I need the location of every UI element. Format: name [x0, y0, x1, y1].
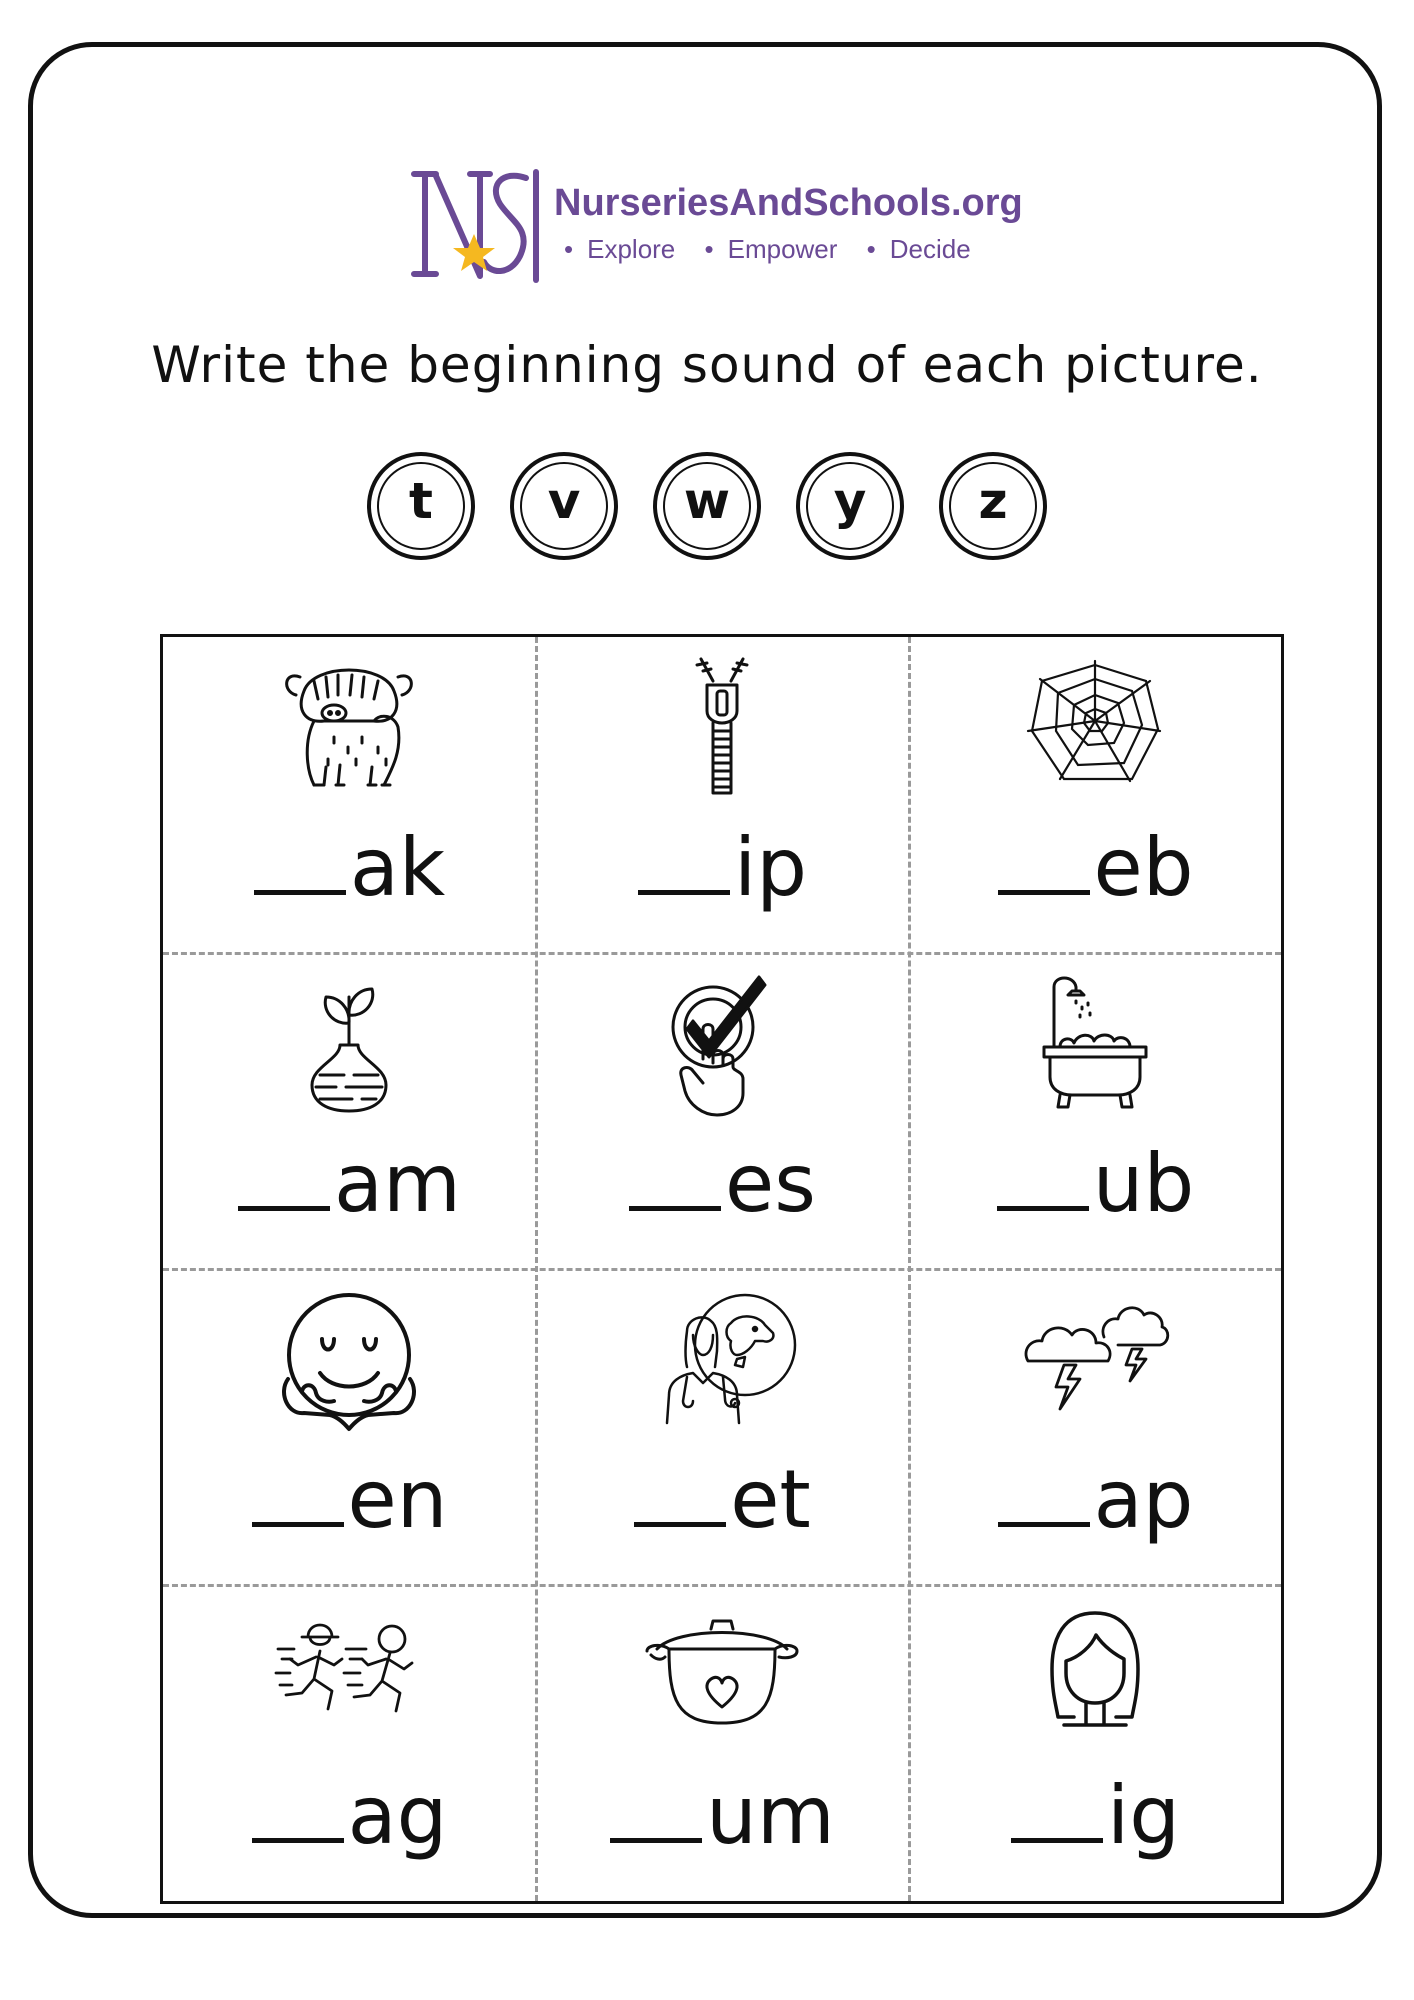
bathtub-icon: [1020, 967, 1170, 1117]
letter-label: w: [683, 472, 731, 530]
letter-circle-y: [796, 452, 904, 560]
word-ending: et: [730, 1453, 811, 1546]
letter-circle-z: [939, 452, 1047, 560]
answer-blank[interactable]: [252, 1772, 344, 1843]
tagline-decide: Decide: [889, 234, 971, 264]
zen-face-icon: [274, 1283, 424, 1433]
answer-blank[interactable]: [252, 1456, 344, 1527]
word-prompt: [536, 823, 909, 913]
letter-bank: [0, 452, 1414, 564]
card-zap: [909, 1269, 1282, 1585]
card-yes: [536, 953, 909, 1269]
checkmark-hand-icon: [647, 967, 797, 1117]
answer-blank[interactable]: [998, 1456, 1090, 1527]
letter-label: t: [409, 472, 433, 530]
letter-circle-t: [367, 452, 475, 560]
zipper-icon: [647, 651, 797, 801]
word-ending: ak: [349, 821, 446, 914]
word-prompt: [909, 1455, 1282, 1545]
letter-label: z: [978, 472, 1008, 530]
word-prompt: [163, 1771, 536, 1861]
word-prompt: [536, 1771, 909, 1861]
word-ending: en: [347, 1453, 448, 1546]
answer-blank[interactable]: [638, 824, 730, 895]
word-ending: ag: [347, 1769, 448, 1862]
word-prompt: [163, 1455, 536, 1545]
letter-circle-v: [510, 452, 618, 560]
letter-label: v: [547, 472, 581, 530]
logo: [408, 164, 1028, 288]
answer-blank[interactable]: [610, 1772, 702, 1843]
running-icon: [274, 1599, 424, 1749]
letter-circle-w: [653, 452, 761, 560]
answer-blank[interactable]: [997, 1140, 1089, 1211]
wig-icon: [1020, 1599, 1170, 1749]
word-ending: am: [334, 1137, 461, 1230]
tagline-explore: Explore: [587, 234, 676, 264]
word-prompt: [163, 1139, 536, 1229]
instruction-text: Write the beginning sound of each picture.: [151, 336, 1263, 394]
word-ending: ig: [1106, 1769, 1180, 1862]
word-ending: um: [706, 1769, 835, 1862]
word-ending: eb: [1093, 821, 1194, 914]
word-ending: es: [725, 1137, 816, 1230]
thunderstorm-icon: [1020, 1283, 1170, 1433]
logo-tagline: • Explore • Empower • Decide: [564, 234, 971, 264]
word-prompt: [909, 1139, 1282, 1229]
yam-icon: [274, 967, 424, 1117]
word-ending: ub: [1092, 1137, 1195, 1230]
word-ending: ip: [733, 821, 807, 914]
word-prompt: [163, 823, 536, 913]
spider-web-icon: [1020, 651, 1170, 801]
card-zen: [163, 1269, 536, 1585]
answer-blank[interactable]: [1011, 1772, 1103, 1843]
card-tub: [909, 953, 1282, 1269]
card-vet: [536, 1269, 909, 1585]
yak-icon: [274, 651, 424, 801]
card-yum: [536, 1585, 909, 1901]
word-prompt: [909, 1771, 1282, 1861]
picture-grid: [160, 634, 1284, 1904]
word-prompt: [536, 1455, 909, 1545]
answer-blank[interactable]: [238, 1140, 330, 1211]
vet-icon: [647, 1283, 797, 1433]
answer-blank[interactable]: [254, 824, 346, 895]
card-web: [909, 637, 1282, 953]
letter-label: y: [833, 472, 867, 530]
answer-blank[interactable]: [629, 1140, 721, 1211]
card-yak: [163, 637, 536, 953]
logo-name: NurseriesAndSchools.org: [554, 182, 1023, 224]
pot-icon: [647, 1599, 797, 1749]
answer-blank[interactable]: [998, 824, 1090, 895]
logo-mark-icon: [408, 164, 546, 288]
card-yam: [163, 953, 536, 1269]
tagline-empower: Empower: [727, 234, 838, 264]
card-wig: [909, 1585, 1282, 1901]
word-prompt: [909, 823, 1282, 913]
card-zipper: [536, 637, 909, 953]
word-ending: ap: [1093, 1453, 1194, 1546]
word-prompt: [536, 1139, 909, 1229]
answer-blank[interactable]: [634, 1456, 726, 1527]
card-tag: [163, 1585, 536, 1901]
